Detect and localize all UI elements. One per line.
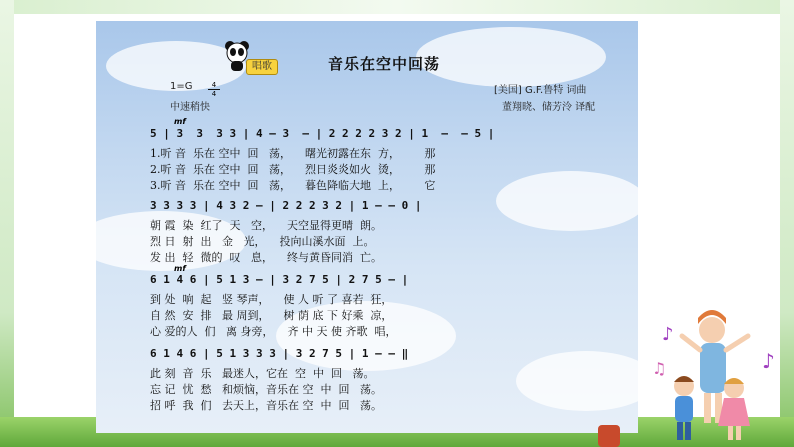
notes-line-1: 5 | 3 3 3 3 | 4 — 3 — | 2 2 2 2 3 2 | 1 — — 5 |: [150, 127, 495, 140]
notes-line-3: 6 1 4 6 | 5 1 3 — | 3 2 7 5 | 2 7 5 — |: [150, 273, 409, 286]
score-sheet: [96, 21, 638, 433]
credit-translator: 董翔晓、储芳泠 译配: [502, 102, 596, 113]
top-border: [0, 0, 794, 14]
lyric-line-4-verse-3: 招 呼 我 们 去天上，音乐在 空 中 回 荡。: [150, 399, 382, 412]
lyric-line-3-verse-2: 自 然 安 排 最 周到， 树 荫 底 下 好乘 凉，: [150, 309, 393, 322]
lyric-line-2-verse-2: 烈 日 射 出 金 光， 投向山溪水面 上。: [150, 235, 375, 248]
key-signature: 1=G: [170, 81, 193, 92]
lyric-line-4-verse-2: 忘 记 忧 愁 和烦恼，音乐在 空 中 回 荡。: [150, 383, 382, 396]
lyric-line-3-verse-3: 心 爱的人 们 离 身旁， 齐 中 天 使 齐歌 唱，: [150, 325, 397, 338]
dynamic-mark-2: mf: [174, 264, 186, 273]
children-singing-illustration: [648, 300, 788, 447]
notes-line-2: 3 3 3 3 | 4 3 2 — | 2 2 2 3 2 | 1 — — 0 |: [150, 199, 422, 212]
notes-line-4: 6 1 4 6 | 5 1 3 3 3 | 3 2 7 5 | 1 — — ‖: [150, 347, 409, 360]
svg-text:♪: ♪: [762, 349, 775, 373]
lyric-line-2-verse-3: 发 出 轻 微的 叹 息， 终与黄昏同消 亡。: [150, 251, 382, 264]
lyric-line-2-verse-1: 朝 霞 染 红了 天 空， 天空显得更晴 朗。: [150, 219, 382, 232]
time-signature: 4 4: [208, 81, 220, 98]
dynamic-mark: mf: [174, 117, 186, 126]
lyric-line-1-verse-2: 2.听 音 乐在 空中 回 荡， 烈日炎炎如火 烫， 那: [150, 163, 436, 176]
svg-text:♫: ♫: [652, 359, 667, 378]
lyric-line-1-verse-1: 1.听 音 乐在 空中 回 荡， 曙光初露在东 方， 那: [150, 147, 436, 160]
song-title: 音乐在空中回荡: [328, 55, 441, 73]
lyric-line-4-verse-1: 此 刻 音 乐 最迷人，它在 空 中 回 荡。: [150, 367, 375, 380]
sing-badge: 唱歌: [246, 59, 278, 75]
left-border: [0, 0, 14, 447]
svg-text:♪: ♪: [662, 324, 674, 345]
tempo-marking: 中速稍快: [170, 102, 210, 113]
credit-composer: [美国] G.F.鲁特 词曲: [494, 85, 587, 96]
lyric-line-1-verse-3: 3.听 音 乐在 空中 回 荡， 暮色降临大地 上， 它: [150, 179, 436, 192]
gift-decoration: [598, 425, 620, 447]
lyric-line-3-verse-1: 到 处 响 起 竖 琴声， 使 人 听 了 喜若 狂，: [150, 293, 393, 306]
